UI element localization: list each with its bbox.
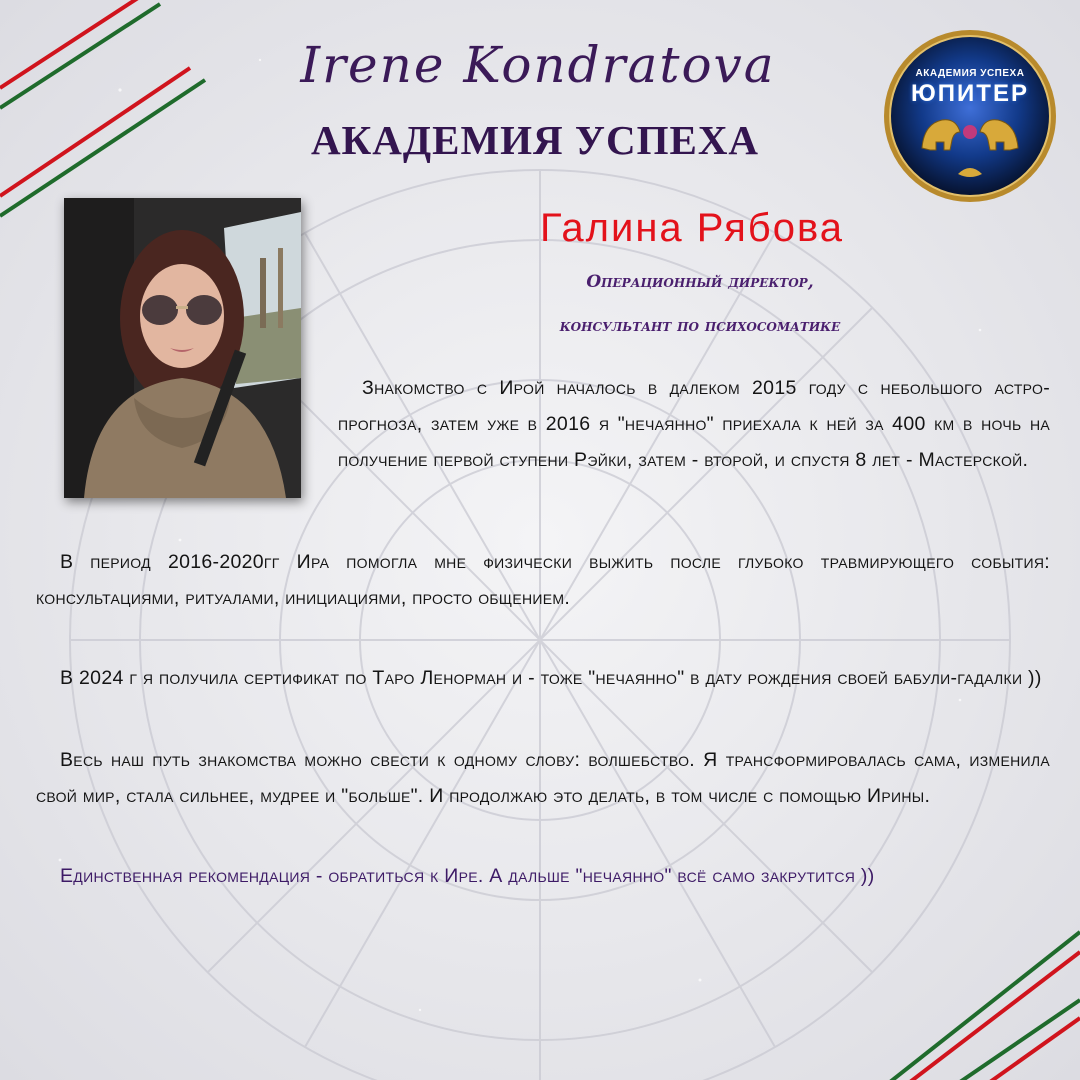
brand-script-name: Irene Kondratova: [300, 36, 776, 94]
jupiter-logo: [882, 28, 1058, 204]
testimonial-paragraph-2: В период 2016-2020гг Ира помогла мне физически выжить после глубоко травмирующего события: консультациями, ритуалами, инициациями, просто общением.: [36, 551, 1050, 609]
testimonial-paragraph-1: Знакомство с Ирой началось в далеком 2015 году с небольшого астро-прогноза, затем уже в 2016 я "нечаянно" приехала к ней за 400 км в ночь на получение первой ступени Рэйки, затем - второй, и спустя 8 лет - Мастерской.: [338, 377, 1050, 471]
testimonial-paragraph-4: Весь наш путь знакомства можно свести к одному слову: волшебство. Я трансформировалась сама, изменила свой мир, стала сильнее, мудрее и "больше". И продолжаю это делать, в том числе с помощью Ирины.: [36, 749, 1050, 807]
corner-stripes-bottom-right: [890, 932, 1080, 1080]
logo-word: ЮПИТЕР: [911, 80, 1029, 107]
role-line-2: консультант по психосоматике: [559, 316, 841, 336]
academy-title: АКАДЕМИЯ УСПЕХА: [310, 117, 760, 163]
profile-photo: [64, 198, 301, 498]
testimonial-paragraph-3: В 2024 г я получила сертификат по Таро Ленорман и - тоже "нечаянно" в дату рождения своей бабули-гадалки )): [60, 667, 1042, 689]
role-line-1: Операционный директор,: [586, 272, 814, 292]
logo-emblem-icon: [882, 28, 1058, 204]
logo-top-text: АКАДЕМИЯ УСПЕХА: [915, 68, 1025, 79]
portrait-image: [64, 198, 301, 498]
corner-stripes-top-left: [0, 0, 205, 216]
testimonial-paragraph-5: Единственная рекомендация - обратиться к Ире. А дальше "нечаянно" всё само закрутится )): [60, 865, 875, 887]
person-name: Галина Рябова: [539, 206, 844, 250]
